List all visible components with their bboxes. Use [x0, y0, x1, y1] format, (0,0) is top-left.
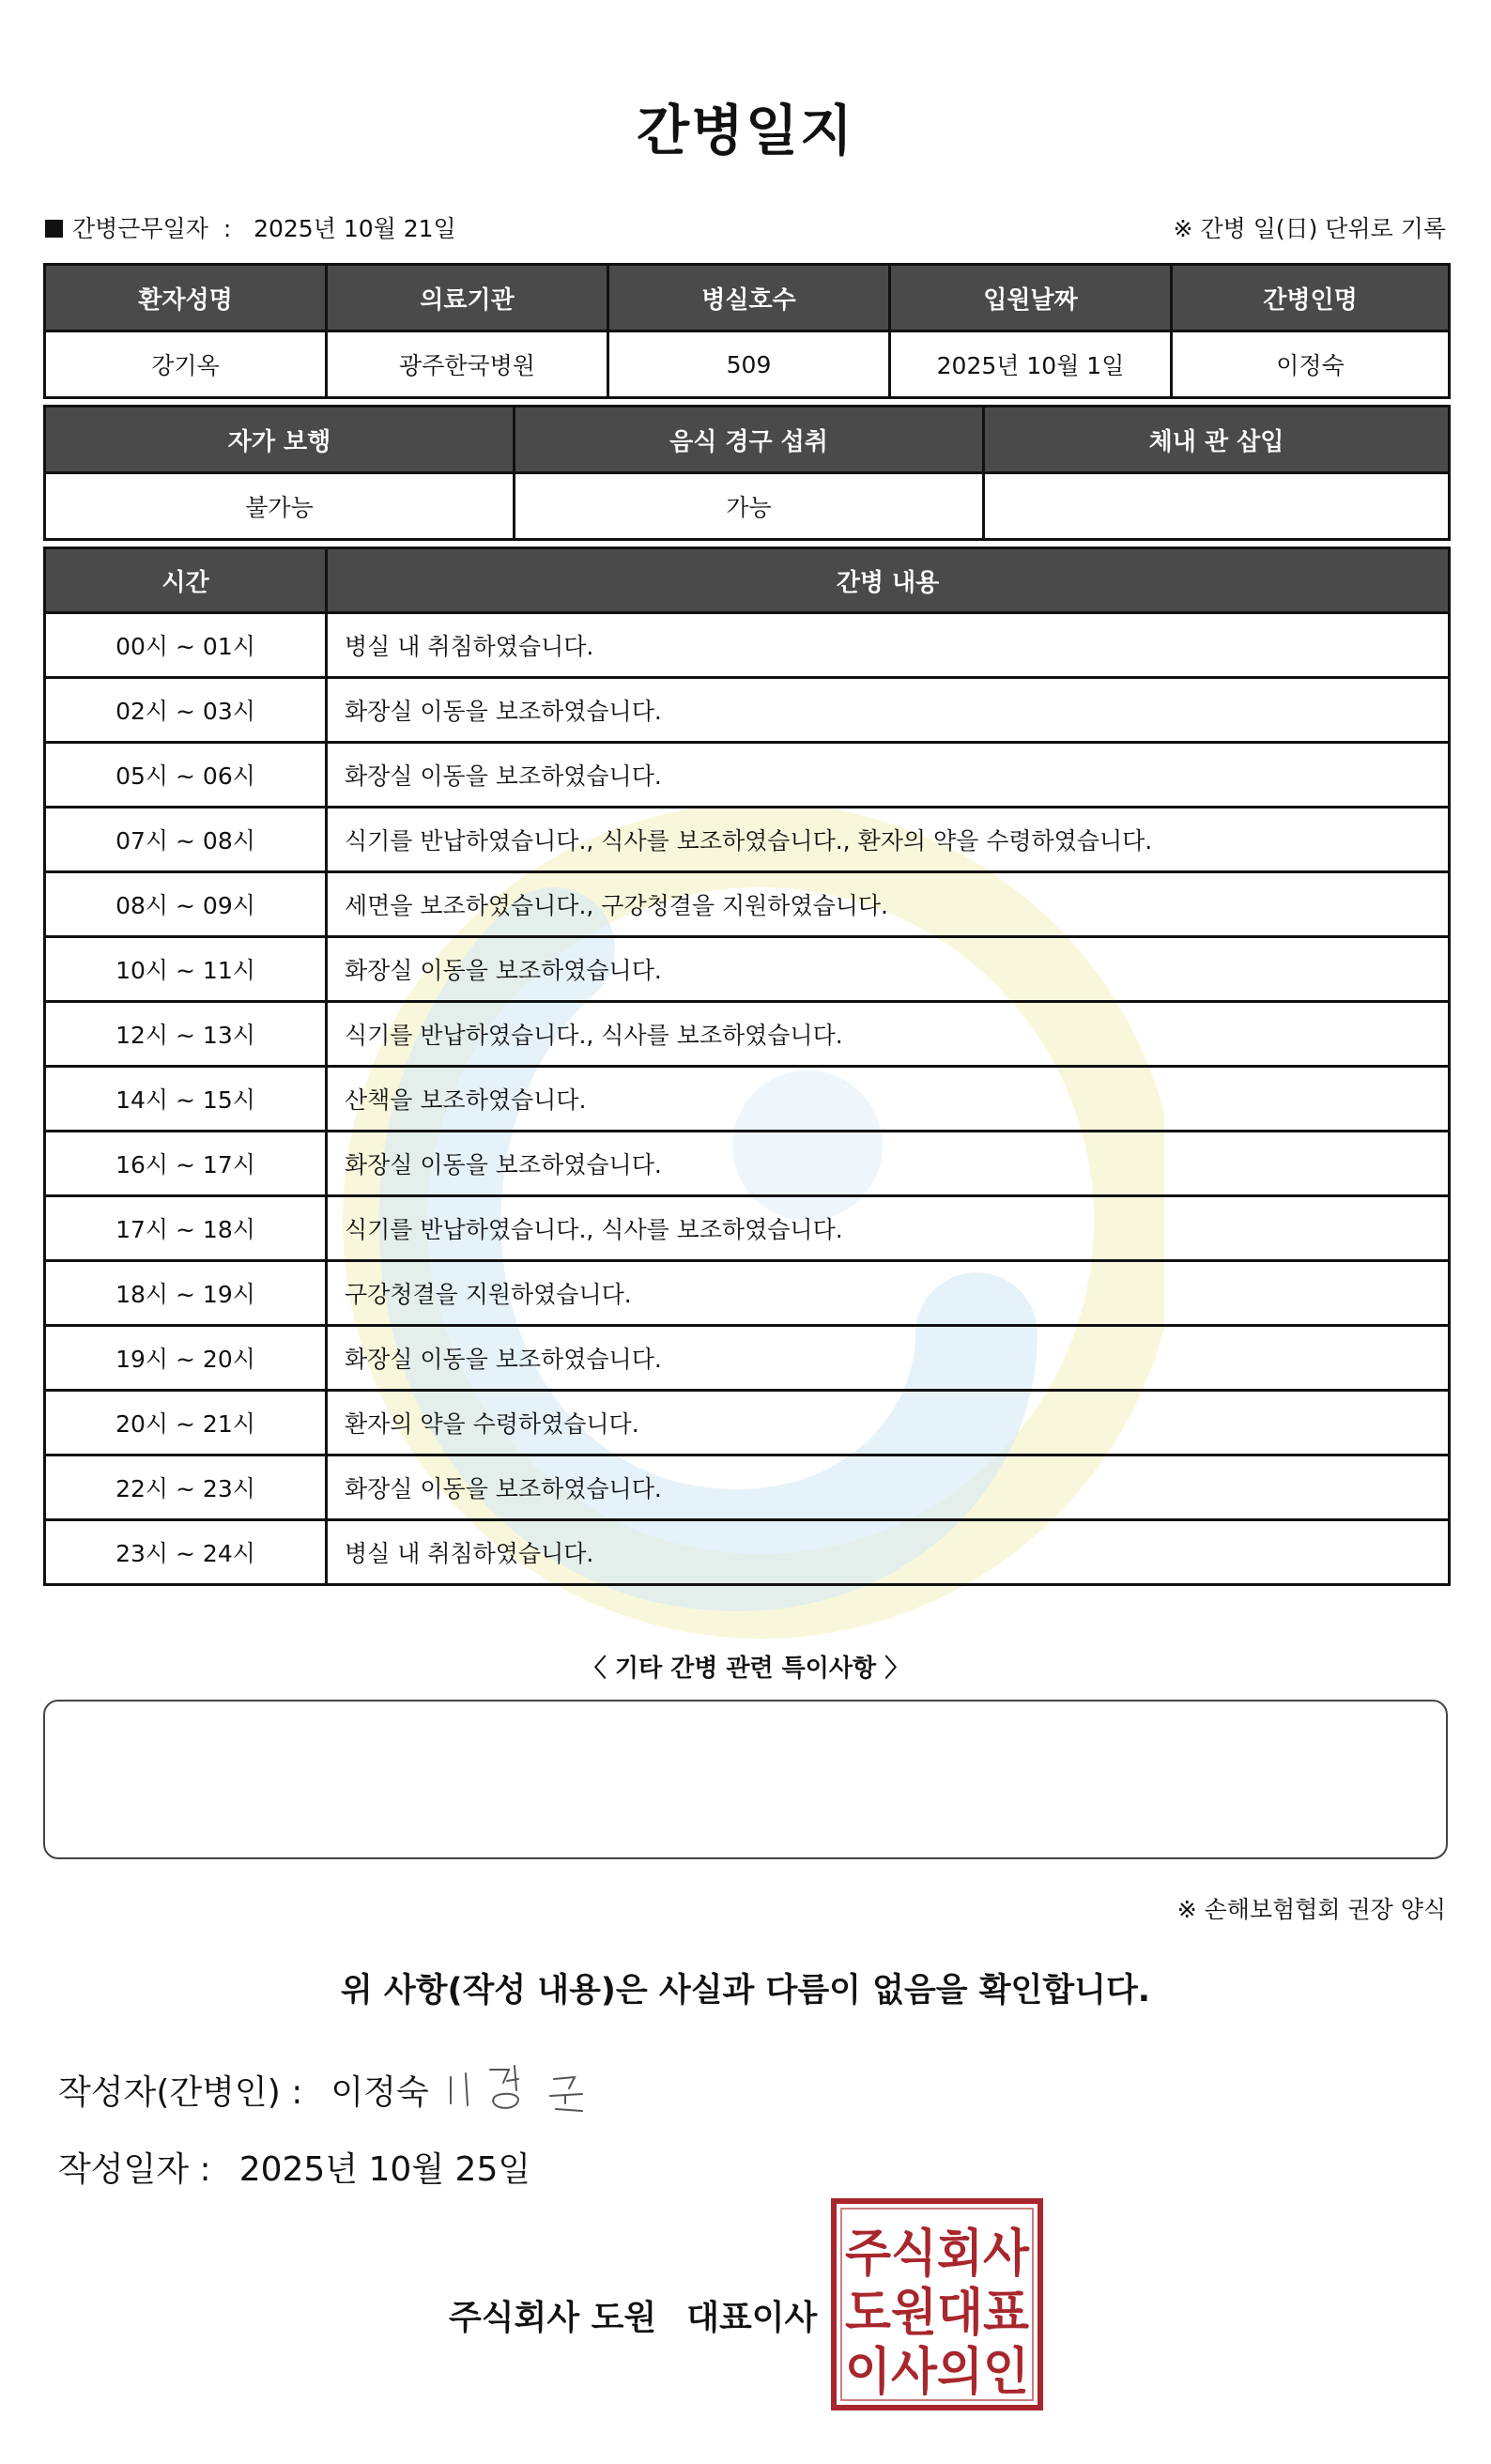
care-log-row	[45, 1196, 1450, 1261]
writer-name: 이정숙	[330, 2073, 429, 2112]
care-log-time: 08시 ~ 09시	[45, 872, 327, 937]
care-log-row	[45, 1261, 1450, 1326]
care-log-row	[45, 872, 1450, 937]
company-line	[449, 2291, 817, 2339]
self-walking-header: 자가 보행	[45, 407, 515, 473]
work-date-value: 2025년 10월 21일	[254, 215, 456, 242]
writer-label: 작성자(간병인) :	[58, 2073, 303, 2112]
care-log-content: 식기를 반납하였습니다., 식사를 보조하였습니다., 환자의 약을 수령하였습니다.	[327, 808, 1450, 872]
care-log-row	[45, 613, 1450, 678]
care-log-content: 식기를 반납하였습니다., 식사를 보조하였습니다.	[327, 1002, 1450, 1067]
svg-text:주식회사: 주식회사	[845, 2224, 1030, 2283]
special-notes-content	[45, 1702, 1446, 1732]
care-log-row	[45, 1391, 1450, 1455]
status-value-row	[45, 473, 1450, 540]
confirmation-statement: 위 사항(작성 내용)은 사실과 다름이 없음을 확인합니다.	[340, 1972, 1151, 2010]
care-log-row	[45, 1132, 1450, 1196]
svg-text:도원대표: 도원대표	[845, 2283, 1029, 2342]
care-log-time: 02시 ~ 03시	[45, 678, 327, 743]
care-log-row	[45, 1455, 1450, 1520]
patient-info-header-row	[45, 265, 1450, 331]
caregiver-name-header: 간병인명	[1172, 265, 1450, 331]
care-log-row	[45, 1520, 1450, 1585]
work-date-separator: :	[223, 215, 232, 242]
care-log-content: 병실 내 취침하였습니다.	[327, 1520, 1450, 1585]
special-notes-title: 〈 기타 간병 관련 특이사항 〉	[581, 1655, 910, 1683]
care-log-time: 22시 ~ 23시	[45, 1455, 327, 1520]
care-log-row	[45, 678, 1450, 743]
care-log-content: 화장실 이동을 보조하였습니다.	[327, 678, 1450, 743]
company-name: 주식회사 도원	[449, 2299, 657, 2337]
patient-name-header: 환자성명	[45, 265, 327, 331]
company-seal-stamp	[830, 2197, 1044, 2411]
care-log-time: 23시 ~ 24시	[45, 1520, 327, 1585]
oral-intake-header: 음식 경구 섭취	[515, 407, 984, 473]
care-log-content: 화장실 이동을 보조하였습니다.	[327, 937, 1450, 1002]
care-log-time: 18시 ~ 19시	[45, 1261, 327, 1326]
care-log-content: 식기를 반납하였습니다., 식사를 보조하였습니다.	[327, 1196, 1450, 1261]
care-log-time: 17시 ~ 18시	[45, 1196, 327, 1261]
care-log-content: 화장실 이동을 보조하였습니다.	[327, 1455, 1450, 1520]
care-log-time: 19시 ~ 20시	[45, 1326, 327, 1391]
work-date	[45, 210, 456, 244]
tube-insertion-value	[984, 473, 1450, 540]
care-content-header: 간병 내용	[327, 548, 1450, 613]
caregiver-name-value: 이정숙	[1172, 331, 1450, 398]
hospital-header: 의료기관	[327, 265, 608, 331]
admission-date-value: 2025년 10월 1일	[890, 331, 1172, 398]
self-walking-value: 불가능	[45, 473, 515, 540]
care-log-time: 10시 ~ 11시	[45, 937, 327, 1002]
care-log-row	[45, 1326, 1450, 1391]
care-log-time: 05시 ~ 06시	[45, 743, 327, 808]
insurer-note: ※ 손해보험협회 권장 양식	[1176, 1896, 1446, 1923]
room-number-header: 병실호수	[608, 265, 890, 331]
status-header-row	[45, 407, 1450, 473]
care-log-time: 14시 ~ 15시	[45, 1067, 327, 1132]
care-log-row	[45, 808, 1450, 872]
care-log-row	[45, 1067, 1450, 1132]
care-log-time: 20시 ~ 21시	[45, 1391, 327, 1455]
special-notes-box	[43, 1700, 1448, 1859]
care-log-content: 병실 내 취침하였습니다.	[327, 613, 1450, 678]
room-number-value: 509	[608, 331, 890, 398]
written-date-label: 작성일자 :	[58, 2150, 211, 2189]
patient-name-value: 강기옥	[45, 331, 327, 398]
care-log-header-row	[45, 548, 1450, 613]
hospital-value: 광주한국병원	[327, 331, 608, 398]
patient-status-table	[43, 405, 1451, 541]
care-log-time: 07시 ~ 08시	[45, 808, 327, 872]
unit-note: ※ 간병 일(日) 단위로 기록	[1173, 215, 1446, 242]
care-log-content: 구강청결을 지원하였습니다.	[327, 1261, 1450, 1326]
care-log-row	[45, 1002, 1450, 1067]
svg-text:이사의인: 이사의인	[845, 2342, 1029, 2401]
care-log-content: 화장실 이동을 보조하였습니다.	[327, 1132, 1450, 1196]
care-log-content: 환자의 약을 수령하였습니다.	[327, 1391, 1450, 1455]
care-log-content: 산책을 보조하였습니다.	[327, 1067, 1450, 1132]
patient-info-value-row	[45, 331, 1450, 398]
care-log-time: 00시 ~ 01시	[45, 613, 327, 678]
tube-insertion-header: 체내 관 삽입	[984, 407, 1450, 473]
care-log-time: 12시 ~ 13시	[45, 1002, 327, 1067]
work-date-label: 간병근무일자	[72, 215, 208, 242]
written-date-value: 2025년 10월 25일	[238, 2150, 531, 2189]
page-title: 간병일지	[636, 99, 855, 162]
care-log-row	[45, 743, 1450, 808]
care-log-body	[45, 613, 1450, 1585]
care-log-content: 화장실 이동을 보조하였습니다.	[327, 1326, 1450, 1391]
care-log-row	[45, 937, 1450, 1002]
admission-date-header: 입원날짜	[890, 265, 1172, 331]
oral-intake-value: 가능	[515, 473, 984, 540]
care-log-content: 세면을 보조하였습니다., 구강청결을 지원하였습니다.	[327, 872, 1450, 937]
company-representative: 대표이사	[686, 2299, 818, 2337]
handwritten-signature	[441, 2056, 610, 2122]
writer-line	[58, 2066, 429, 2114]
care-log-content: 화장실 이동을 보조하였습니다.	[327, 743, 1450, 808]
patient-info-table	[43, 263, 1451, 399]
square-bullet-icon	[45, 220, 63, 238]
time-header: 시간	[45, 548, 327, 613]
written-date-line	[58, 2143, 530, 2191]
care-log-table	[43, 547, 1451, 1586]
care-log-time: 16시 ~ 17시	[45, 1132, 327, 1196]
